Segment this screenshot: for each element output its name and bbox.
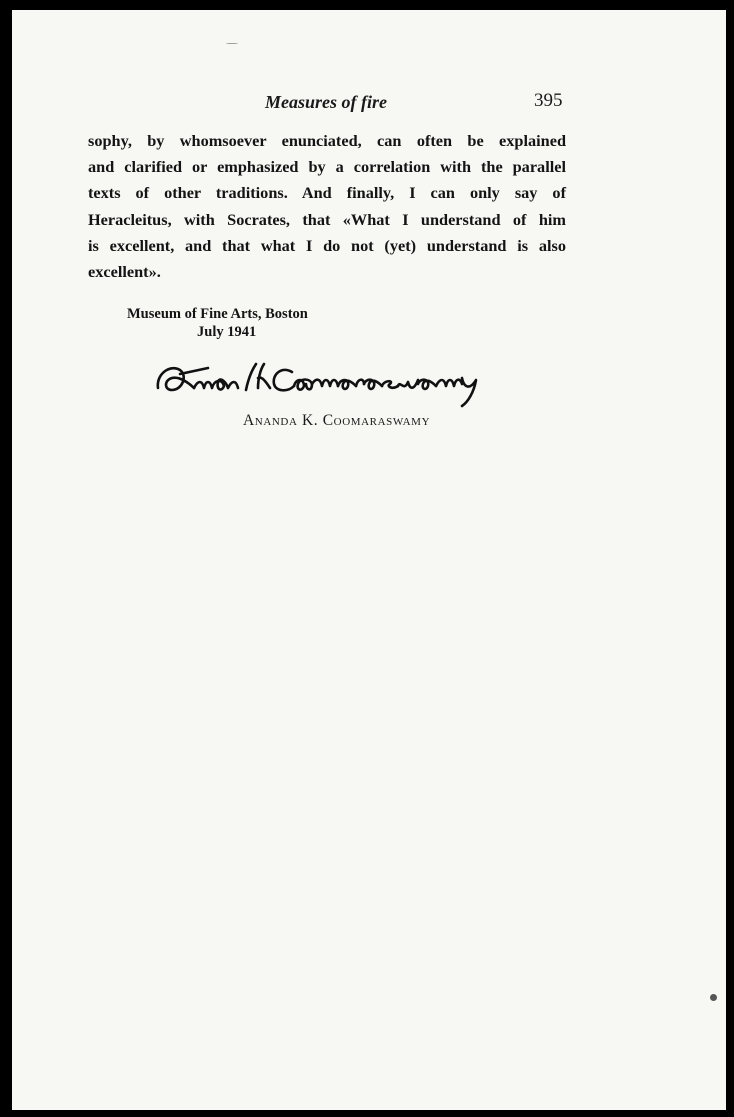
author-name: Ananda K. Coomaraswamy [243,412,431,429]
paper-speck [710,994,717,1001]
text-line: is excellent, and that what I do not (yet) understand is also [88,235,566,255]
closing-date: July 1941 [197,324,257,340]
text-line: sophy, by whomsoever enunciated, can often be explained [88,131,566,150]
page-header [12,92,726,122]
page-number: 395 [534,90,563,111]
paper-speck [226,43,238,44]
body-paragraph [88,128,566,285]
text-line: excellent». [88,261,161,281]
closing-place: Museum of Fine Arts, Boston [127,306,308,322]
running-head: Measures of fire [265,92,387,112]
document-page [12,10,726,1110]
text-line: and clarified or emphasized by a correlation with the parallel [88,157,566,177]
text-line: texts of other traditions. And finally, I can only say of [88,183,566,203]
handwritten-signature [150,354,570,410]
text-line: Heracleitus, with Socrates, that «What I understand of him [88,209,566,229]
